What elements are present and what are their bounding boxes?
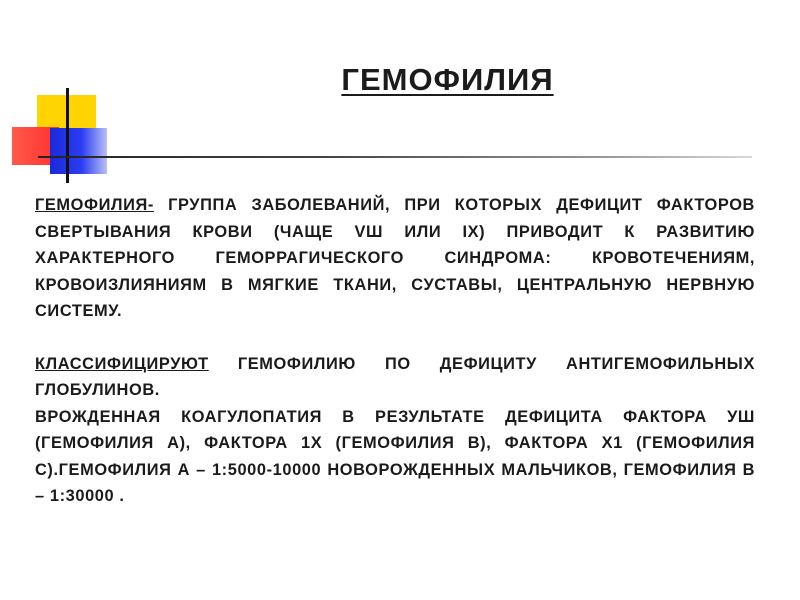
title-divider-line (38, 156, 752, 158)
classification-term: КЛАССИФИЦИРУЮТ (35, 354, 209, 373)
classification-details: ВРОЖДЕННАЯ КОАГУЛОПАТИЯ В РЕЗУЛЬТАТЕ ДЕФИЦИТА ФАКТОРА УШ (ГЕМОФИЛИЯ А), ФАКТОРА 1Х (ГЕМОФИЛИЯ В), ФАКТОРА Х1 (ГЕМОФИЛИЯ С).ГЕМОФИЛИЯ А – 1:5000-10000 НОВОРОЖДЕННЫХ МАЛЬЧИКОВ, ГЕМОФИЛИЯ В – 1:30000 . (35, 407, 755, 505)
definition-text: ГРУППА ЗАБОЛЕВАНИЙ, ПРИ КОТОРЫХ ДЕФИЦИТ ФАКТОРОВ СВЕРТЫВАНИЯ КРОВИ (ЧАЩЕ VШ ИЛИ IX) ПРИВОДИТ К РАЗВИТИЮ ХАРАКТЕРНОГО ГЕМОРРАГИЧЕСКОГО СИНДРОМА: КРОВОТЕЧЕНИЯМ, КРОВОИЗЛИЯНИЯМ В МЯГКИЕ ТКАНИ, СУСТАВЫ, ЦЕНТРАЛЬНУЮ НЕРВНУЮ СИСТЕМУ. (35, 196, 755, 320)
slide-body (35, 192, 755, 510)
classification-text: ГЕМОФИЛИЮ ПО ДЕФИЦИТУ АНТИГЕМОФИЛЬНЫХ ГЛОБУЛИНОВ. (35, 354, 755, 399)
paragraph-spacer (35, 325, 755, 351)
definition-paragraph (35, 192, 755, 325)
slide-title: ГЕМОФИЛИЯ (341, 62, 554, 97)
definition-term: ГЕМОФИЛИЯ- (35, 196, 154, 214)
decorative-blue-square (50, 128, 107, 174)
classification-paragraph (35, 351, 755, 404)
decorative-vertical-line (66, 88, 69, 183)
